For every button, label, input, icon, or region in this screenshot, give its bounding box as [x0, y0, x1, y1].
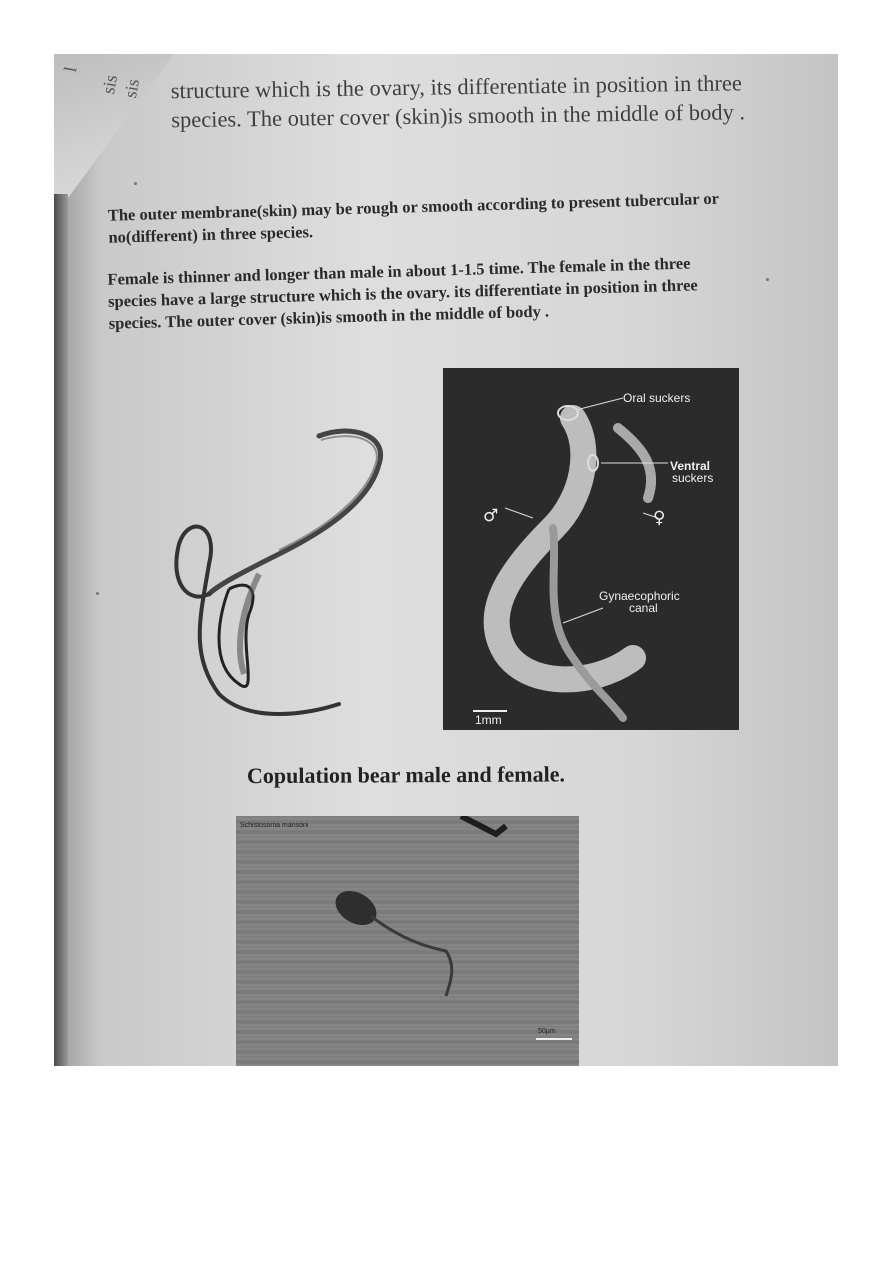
speck: [766, 278, 769, 281]
label-oral-suckers: Oral suckers: [623, 391, 691, 405]
speck: [96, 592, 99, 595]
paragraph-female-description: Female is thinner and longer than male in about 1-1.5 time. The female in the three species have a large structure which is the ovary. its differentiate in position in three species. The outer cover (skin)is smooth in the middle of body .: [107, 253, 698, 333]
label-gynaecophoric-line2: canal: [629, 601, 658, 615]
label-scale: 1mm: [475, 713, 502, 727]
scale-bar: [473, 710, 507, 712]
photo-of-page: [54, 54, 838, 1066]
edge-text-fragment-2: sis: [98, 73, 121, 96]
label-gynaecophoric-line1: Gynaecophoric: [599, 589, 680, 603]
male-symbol-icon: ♂: [483, 506, 499, 526]
micrograph-drawing: [236, 816, 579, 1066]
female-symbol-icon: ♀: [653, 508, 666, 528]
label-ventral-line1: Ventral: [670, 459, 711, 473]
figure-caption: Copulation bear male and female.: [246, 761, 566, 789]
edge-text-fragment-1: sis: [120, 77, 143, 100]
micrograph-photo: [236, 816, 579, 1066]
worm-pair-illustration: [149, 414, 399, 734]
label-ventral-line2: suckers: [672, 471, 714, 485]
speck: [134, 182, 137, 185]
worm-drawing: [443, 368, 739, 730]
edge-text-fragment-3: l: [60, 65, 81, 74]
left-shadow: [54, 194, 68, 1066]
schistosome-labeled-diagram: [443, 368, 739, 730]
paragraph-outer-membrane: The outer membrane(skin) may be rough or smooth according to present tubercular or no(different) in three species.: [107, 188, 719, 247]
micrograph-species-label: Schistosoma mansoni: [240, 822, 309, 829]
micrograph-scale-label: 50µm: [538, 1028, 556, 1035]
paragraph-ovary-structure: structure which is the ovary, its differentiate in position in three species. The outer cover (skin)is smooth in the middle of body .: [170, 70, 746, 133]
